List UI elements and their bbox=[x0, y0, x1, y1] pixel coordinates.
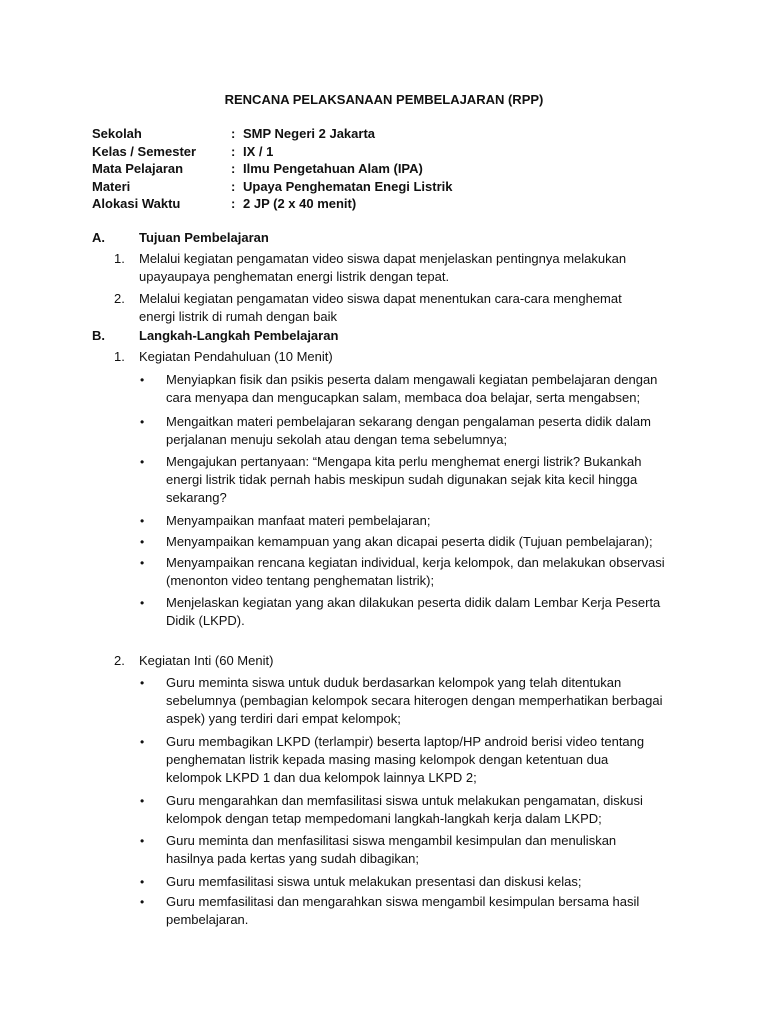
item-text: Melalui kegiatan pengamatan video siswa dapat menentukan cara-cara menghemat energi listrik di rumah dengan baik bbox=[139, 291, 622, 324]
info-row-time bbox=[92, 195, 453, 213]
info-value: Upaya Penghematan Enegi Listrik bbox=[243, 178, 453, 194]
bullet-icon: • bbox=[140, 735, 145, 749]
item-number: 1. bbox=[114, 251, 125, 266]
core-bullet bbox=[140, 873, 666, 891]
intro-bullet bbox=[140, 371, 666, 407]
bullet-text: Menyiapkan fisik dan psikis peserta dalam mengawali kegiatan pembelajaran dengan cara menyapa dan mengucapkan salam, membaca doa belajar, serta mengabsen; bbox=[166, 372, 658, 405]
info-value: SMP Negeri 2 Jakarta bbox=[243, 126, 375, 141]
subsection-core-heading bbox=[114, 652, 659, 670]
info-row-school bbox=[92, 125, 453, 143]
bullet-icon: • bbox=[140, 415, 145, 429]
section-title: Langkah-Langkah Pembelajaran bbox=[139, 328, 339, 343]
info-label: Alokasi Waktu bbox=[92, 196, 181, 211]
section-letter: B. bbox=[92, 328, 105, 343]
core-bullet bbox=[140, 893, 666, 929]
core-bullet bbox=[140, 792, 666, 828]
info-value: IX / 1 bbox=[243, 143, 274, 159]
core-bullet bbox=[140, 674, 666, 728]
intro-bullet bbox=[140, 533, 666, 551]
info-label: Mata Pelajaran bbox=[92, 161, 184, 176]
info-colon: : bbox=[231, 143, 236, 159]
bullet-text: Guru meminta siswa untuk duduk berdasarkan kelompok yang telah ditentukan sebelumnya (pembagian kelompok secara hiterogen dengan memperhatikan berbagai aspek) yang terdiri dari empat kelompok; bbox=[166, 675, 663, 726]
section-a-heading bbox=[92, 229, 269, 247]
subsection-title: Kegiatan Pendahuluan (10 Menit) bbox=[139, 349, 333, 364]
objective-item bbox=[114, 290, 659, 326]
bullet-icon: • bbox=[140, 794, 145, 808]
item-text: Melalui kegiatan pengamatan video siswa dapat menjelaskan pentingnya melakukan upayaupaya penghematan energi listrik dengan tepat. bbox=[139, 251, 627, 284]
bullet-icon: • bbox=[140, 875, 145, 889]
bullet-text: Guru meminta dan menfasilitasi siswa mengambil kesimpulan dan menuliskan hasilnya pada kertas yang sudah dibagikan; bbox=[166, 833, 617, 866]
bullet-text: Guru memfasilitasi dan mengarahkan siswa mengambil kesimpulan bersama hasil pembelajaran. bbox=[166, 894, 640, 927]
core-bullet bbox=[140, 832, 666, 868]
bullet-icon: • bbox=[140, 834, 145, 848]
intro-bullet bbox=[140, 554, 666, 590]
objective-item bbox=[114, 250, 659, 286]
item-number: 2. bbox=[114, 291, 125, 306]
bullet-icon: • bbox=[140, 455, 145, 469]
info-label: Sekolah bbox=[92, 126, 142, 141]
bullet-text: Guru memfasilitasi siswa untuk melakukan presentasi dan diskusi kelas; bbox=[166, 874, 582, 889]
info-colon: : bbox=[231, 161, 236, 176]
bullet-text: Guru membagikan LKPD (terlampir) beserta laptop/HP android berisi video tentang penghematan listrik kepada masing masing kelompok dengan ketentuan dua kelompok LKPD 1 dan dua kelompok lainnya LKPD 2; bbox=[166, 734, 645, 785]
intro-bullet bbox=[140, 594, 666, 630]
bullet-text: Mengajukan pertanyaan: “Mengapa kita perlu menghemat energi listrik? Bukankah energi listrik tidak pernah habis meskipun sudah digunakan sejak kita kecil hingga sekarang? bbox=[166, 454, 642, 505]
document-title: RENCANA PELAKSANAAN PEMBELAJARAN (RPP) bbox=[224, 92, 544, 107]
bullet-text: Menjelaskan kegiatan yang akan dilakukan peserta didik dalam Lembar Kerja Peserta Didik (LKPD). bbox=[166, 595, 661, 628]
section-b-heading bbox=[92, 327, 338, 345]
bullet-icon: • bbox=[140, 514, 145, 528]
subsection-intro-heading bbox=[114, 348, 659, 366]
item-number: 1. bbox=[114, 349, 125, 364]
item-number: 2. bbox=[114, 653, 125, 668]
intro-bullet bbox=[140, 413, 666, 449]
info-colon: : bbox=[231, 178, 236, 194]
info-value: 2 JP (2 x 40 menit) bbox=[243, 196, 357, 211]
info-row-material bbox=[92, 178, 453, 196]
info-colon: : bbox=[231, 196, 236, 211]
bullet-icon: • bbox=[140, 596, 145, 610]
intro-bullet bbox=[140, 453, 666, 507]
bullet-icon: • bbox=[140, 373, 145, 387]
bullet-icon: • bbox=[140, 895, 145, 909]
bullet-icon: • bbox=[140, 676, 145, 690]
info-value: Ilmu Pengetahuan Alam (IPA) bbox=[243, 161, 423, 176]
bullet-icon: • bbox=[140, 556, 145, 570]
bullet-text: Guru mengarahkan dan memfasilitasi siswa untuk melakukan pengamatan, diskusi kelompok dengan tetap mempedomani langkah-langkah kerja dalam LKPD; bbox=[166, 793, 643, 826]
section-letter: A. bbox=[92, 230, 105, 245]
bullet-text: Menyampaikan kemampuan yang akan dicapai peserta didik (Tujuan pembelajaran); bbox=[166, 534, 653, 549]
identity-table bbox=[92, 125, 453, 213]
bullet-text: Menyampaikan manfaat materi pembelajaran; bbox=[166, 513, 431, 528]
info-row-class bbox=[92, 143, 453, 161]
bullet-text: Mengaitkan materi pembelajaran sekarang dengan pengalaman peserta didik dalam perjalanan menuju sekolah atau dengan tema sebelumnya; bbox=[166, 414, 651, 447]
bullet-icon: • bbox=[140, 535, 145, 549]
info-label: Materi bbox=[92, 178, 131, 194]
bullet-text: Menyampaikan rencana kegiatan individual, kerja kelompok, dan melakukan observasi (menonton video tentang penghematan listrik); bbox=[166, 555, 665, 588]
section-title: Tujuan Pembelajaran bbox=[139, 230, 269, 245]
info-colon: : bbox=[231, 126, 236, 141]
intro-bullet bbox=[140, 512, 666, 530]
info-label: Kelas / Semester bbox=[92, 143, 197, 159]
core-bullet bbox=[140, 733, 666, 787]
info-row-subject bbox=[92, 160, 453, 178]
subsection-title: Kegiatan Inti (60 Menit) bbox=[139, 653, 274, 668]
